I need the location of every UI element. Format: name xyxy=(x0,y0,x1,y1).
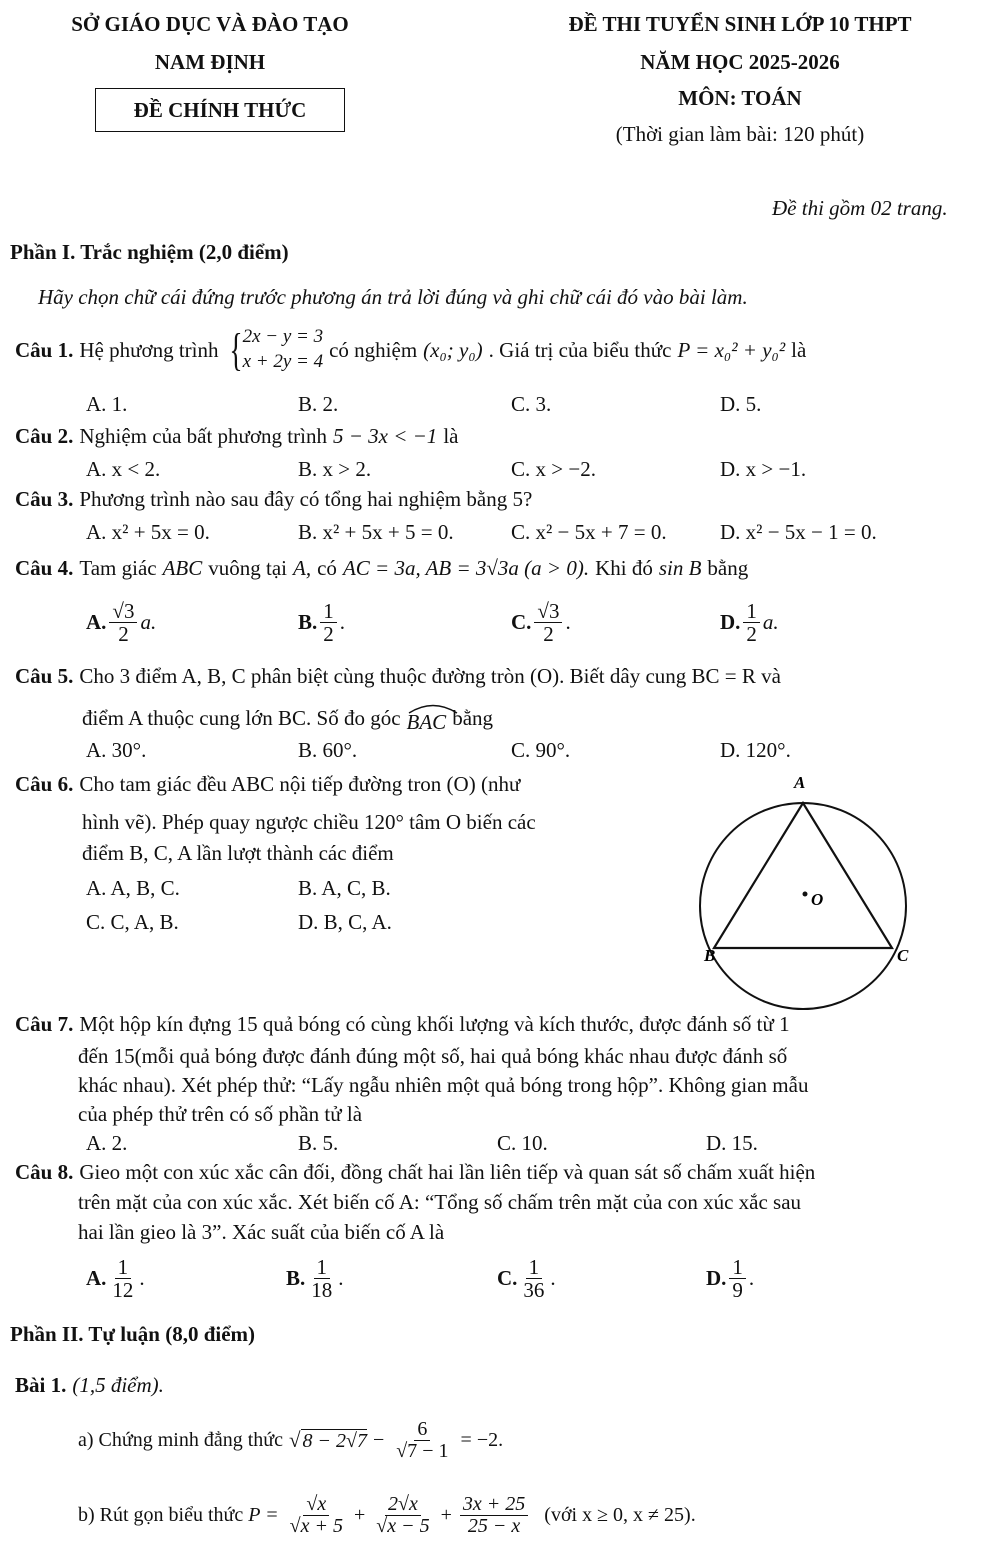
option-letter: A. xyxy=(86,1266,107,1291)
question-text: bằng xyxy=(707,556,749,580)
numerator: 2√x xyxy=(385,1494,421,1516)
numerator: √3 xyxy=(109,600,137,623)
denominator: √x + 5 xyxy=(289,1514,343,1537)
vertex-label-c: C xyxy=(897,946,909,965)
option-d: D. x² − 5x − 1 = 0. xyxy=(720,520,877,544)
numerator: 1 xyxy=(115,1256,132,1279)
official-exam-box: ĐỀ CHÍNH THỨC xyxy=(95,88,345,132)
option-a: A. 30°. xyxy=(86,738,147,762)
question-label: Câu 4. xyxy=(15,556,74,580)
fraction xyxy=(109,1256,136,1301)
question-label: Câu 2. xyxy=(15,424,74,448)
center-point xyxy=(803,892,808,897)
rhs: = −2. xyxy=(460,1428,504,1451)
equation-system: { 2x − y = 3 x + 2y = 4 xyxy=(228,324,324,375)
option-a: A. x² + 5x = 0. xyxy=(86,520,210,544)
question-text: Cho tam giác đều ABC nội tiếp đường tron (O) (như xyxy=(79,772,521,796)
question-label: Câu 8. xyxy=(15,1160,74,1184)
angle-label: BAC xyxy=(406,710,447,734)
option-c: C. $\frac{√3}{2}$ . xyxy=(511,599,571,647)
denominator: 2 xyxy=(323,622,334,647)
inequality: 5 − 3x < −1 xyxy=(332,424,438,448)
bai-1b: b) Rút gọn biểu thức P = $\frac{√x}{√x + 5}$ + $\frac{2√x}{√x - 5}$ + $\frac{3x + 25}{25 - x}$ (với x ≥ 0, x ≠ 25). xyxy=(78,1492,696,1537)
angle-name xyxy=(407,706,447,735)
question-5-line2 xyxy=(82,706,493,735)
vertex-label-a: A xyxy=(794,773,806,792)
p-equals: P = xyxy=(248,1503,279,1526)
option-a xyxy=(86,600,156,645)
option-letter: A. xyxy=(86,610,107,635)
denominator: √x − 5 xyxy=(376,1514,430,1537)
option-b: B. x > 2. xyxy=(298,457,372,481)
option-a: A. $\frac{1}{12}$ . xyxy=(86,1255,145,1303)
question-8 xyxy=(15,1160,815,1185)
given-values: AC = 3a, AB = 3√3a (a > 0). xyxy=(342,556,590,580)
triangle-name: ABC xyxy=(162,556,203,580)
problem-points: (1,5 điểm). xyxy=(72,1373,164,1397)
option-c: C. 10. xyxy=(497,1131,548,1155)
solution-pair: (x₀; y₀) xyxy=(423,337,483,362)
numerator: 1 xyxy=(314,1256,331,1279)
option-letter: C. xyxy=(511,610,532,635)
question-text: có nghiệm xyxy=(329,337,418,362)
question-label: Câu 7. xyxy=(15,1012,74,1036)
part2-title: Phần II. Tự luận (8,0 điểm) xyxy=(10,1322,256,1346)
option-c: C. 90°. xyxy=(511,738,571,762)
equation-line: x + 2y = 4 xyxy=(242,351,324,372)
problem-text: b) Rút gọn biểu thức xyxy=(78,1503,244,1526)
numerator: 6 xyxy=(414,1419,430,1441)
question-text: . Giá trị của biểu thức xyxy=(488,337,672,362)
target-expression: sin B xyxy=(658,556,702,580)
department-name: SỞ GIÁO DỤC VÀ ĐÀO TẠO xyxy=(71,12,349,36)
option-c: C. 3. xyxy=(511,392,552,416)
condition: (với x ≥ 0, x ≠ 25). xyxy=(544,1503,696,1526)
question-text: điểm B, C, A lần lượt thành các điểm xyxy=(82,841,394,865)
fraction xyxy=(743,600,760,645)
denominator: 2 xyxy=(746,622,757,647)
question-text: Phương trình nào sau đây có tổng hai nghiệm bằng 5? xyxy=(79,487,533,511)
question-label: Câu 3. xyxy=(15,487,74,511)
vertex-label-b: B xyxy=(704,946,716,965)
question-text: là xyxy=(791,337,807,362)
numerator: 1 xyxy=(743,600,760,623)
option-c: C. C, A, B. xyxy=(86,910,179,934)
question-7 xyxy=(15,1012,790,1037)
question-label: Câu 5. xyxy=(15,664,74,688)
denominator: 12 xyxy=(112,1278,134,1303)
equation-line: 2x − y = 3 xyxy=(242,326,324,348)
question-text: Tam giác xyxy=(79,556,157,580)
question-text: Hệ phương trình xyxy=(79,337,219,362)
option-b: B. 60°. xyxy=(298,738,358,762)
option-letter: B. xyxy=(298,610,318,635)
bai-1a: a) Chứng minh đẳng thức √ 8 − 2√7 − $\frac{6}{√7 - 1}$ = −2. xyxy=(78,1417,504,1462)
question-text: hình vẽ). Phép quay ngược chiều 120° tâm O biến các xyxy=(82,810,536,834)
numerator: √3 xyxy=(534,600,562,623)
exam-title: ĐỀ THI TUYỂN SINH LỚP 10 THPT xyxy=(568,12,912,36)
expression: P = x₀² + y₀² xyxy=(677,337,786,362)
triangle-circle-figure xyxy=(690,768,990,1018)
option-d: D. B, C, A. xyxy=(298,910,392,934)
option-d: D. 120°. xyxy=(720,738,791,762)
option-a: A. 1. xyxy=(86,392,128,416)
question-text: Cho 3 điểm A, B, C phân biệt cùng thuộc đường tròn (O). Biết dây cung BC = R và xyxy=(79,664,781,688)
option-b: B. x² + 5x + 5 = 0. xyxy=(298,520,454,544)
option-d: D. $\frac{1}{9}$ . xyxy=(706,1255,755,1303)
fraction xyxy=(109,600,137,645)
question-text: có xyxy=(317,556,337,580)
option-a: A. x < 2. xyxy=(86,457,161,481)
question-text: Khi đó xyxy=(595,556,653,580)
school-year: NĂM HỌC 2025-2026 xyxy=(640,50,840,74)
question-text: trên mặt của con xúc xắc. Xét biến cố A: “Tổng số chấm trên mặt của con xúc xắc sau xyxy=(78,1190,802,1214)
question-label: Câu 1. xyxy=(15,337,74,362)
vertex-name: A, xyxy=(293,556,312,580)
option-d: D. x > −1. xyxy=(720,457,807,481)
denominator: 18 xyxy=(311,1278,333,1303)
problem-label: Bài 1. xyxy=(15,1373,67,1397)
arc-hat-icon xyxy=(407,702,459,714)
duration: (Thời gian làm bài: 120 phút) xyxy=(615,122,865,146)
question-text: Gieo một con xúc xắc cân đối, đồng chất hai lần liên tiếp và quan sát số chấm xuất hiện xyxy=(79,1160,816,1184)
question-1 xyxy=(15,322,806,378)
denominator: 2 xyxy=(118,622,129,647)
option-letter: D. xyxy=(720,610,741,635)
fraction xyxy=(308,1256,335,1301)
pages-note: Đề thi gồm 02 trang. xyxy=(772,196,948,220)
option-b: B. 5. xyxy=(298,1131,339,1155)
question-text: là xyxy=(443,424,459,448)
radical: √ 8 − 2√7 xyxy=(288,1427,367,1452)
question-text: vuông tại xyxy=(208,556,288,580)
denominator: 25 − x xyxy=(467,1514,521,1537)
option-letter: B. xyxy=(286,1266,306,1291)
option-a: A. 2. xyxy=(86,1131,128,1155)
option-d xyxy=(720,600,779,645)
question-label: Câu 6. xyxy=(15,772,74,796)
fraction xyxy=(460,1494,528,1537)
fraction xyxy=(373,1494,432,1537)
denominator: 9 xyxy=(732,1278,743,1303)
option-b: B. $\frac{1}{18}$ . xyxy=(286,1255,344,1303)
province-name: NAM ĐỊNH xyxy=(154,50,266,74)
question-text: khác nhau). Xét phép thử: “Lấy ngẫu nhiên một quả bóng trong hộp”. Không gian mẫu xyxy=(78,1073,809,1097)
option-b: B. 2. xyxy=(298,392,339,416)
question-text: đến 15(mỗi quả bóng được đánh đúng một số, hai quả bóng khác nhau được đánh số xyxy=(78,1044,788,1068)
question-text: hai lần gieo là 3”. Xác suất của biến cố A là xyxy=(78,1220,445,1244)
option-tail: a. xyxy=(762,610,779,635)
question-text: Một hộp kín đựng 15 quả bóng có cùng khối lượng và kích thước, được đánh số từ 1 xyxy=(79,1012,790,1036)
question-3 xyxy=(15,487,532,512)
question-5 xyxy=(15,664,781,689)
numerator: 1 xyxy=(320,600,337,623)
fraction xyxy=(729,1256,746,1301)
question-6 xyxy=(15,772,520,797)
numerator: √x xyxy=(303,1494,329,1516)
question-text: của phép thử trên có số phần tử là xyxy=(78,1102,363,1126)
numerator: 1 xyxy=(526,1256,543,1279)
option-c: C. $\frac{1}{36}$ . xyxy=(497,1255,556,1303)
center-label-o: O xyxy=(811,890,824,909)
option-c: C. x² − 5x + 7 = 0. xyxy=(511,520,667,544)
question-text: bằng xyxy=(452,706,494,730)
denominator: 2 xyxy=(543,622,554,647)
fraction xyxy=(393,1419,451,1462)
numerator: 3x + 25 xyxy=(460,1494,528,1516)
fraction xyxy=(320,600,337,645)
numerator: 1 xyxy=(729,1256,746,1279)
problem-text: a) Chứng minh đẳng thức xyxy=(78,1428,283,1451)
option-letter: D. xyxy=(706,1266,727,1291)
option-b: B. $\frac{1}{2}$ . xyxy=(298,599,346,647)
option-a: A. A, B, C. xyxy=(86,876,180,900)
fraction xyxy=(534,600,562,645)
question-text: điểm A thuộc cung lớn BC. Số đo góc xyxy=(82,706,401,730)
denominator: √7 − 1 xyxy=(396,1439,449,1462)
part1-title: Phần I. Trắc nghiệm (2,0 điểm) xyxy=(10,240,289,264)
question-text: Nghiệm của bất phương trình xyxy=(79,424,327,448)
fraction xyxy=(287,1494,346,1537)
question-2 xyxy=(15,424,458,449)
bai-1 xyxy=(15,1373,164,1398)
denominator: 36 xyxy=(523,1278,545,1303)
radicand: 8 − 2√7 xyxy=(302,1429,367,1452)
subject: MÔN: TOÁN xyxy=(678,86,802,110)
option-letter: C. xyxy=(497,1266,518,1291)
circumcircle xyxy=(700,803,906,1009)
option-d: D. 15. xyxy=(706,1131,758,1155)
fraction xyxy=(520,1256,547,1301)
option-tail: a. xyxy=(140,610,157,635)
option-b: B. A, C, B. xyxy=(298,876,391,900)
question-4 xyxy=(15,556,748,581)
part1-instruction: Hãy chọn chữ cái đứng trước phương án trả lời đúng và ghi chữ cái đó vào bài làm. xyxy=(38,285,748,309)
option-c: C. x > −2. xyxy=(511,457,596,481)
option-d: D. 5. xyxy=(720,392,762,416)
